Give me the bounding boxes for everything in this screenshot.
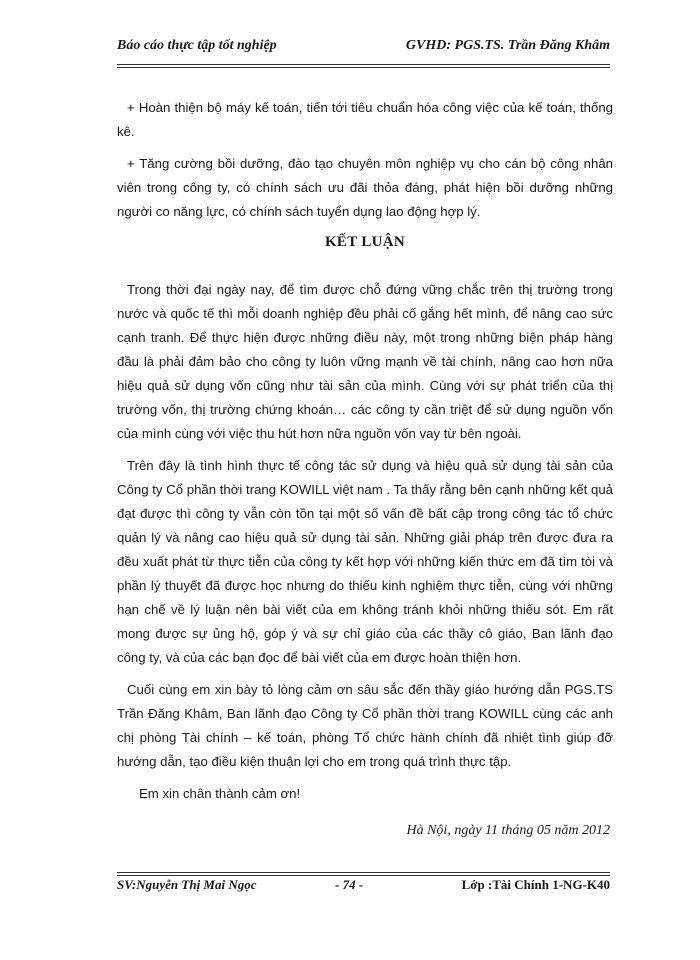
footer-rule [117, 875, 610, 876]
page-body [117, 96, 613, 806]
paragraph: Trên đây là tình hình thực tế công tác sử dụng và hiệu quả sử dụng tài sản của Công ty Cổ phần thời trang KOWILL việt nam . Ta thấy rằng bên cạnh những kết quả đạt được thì công ty vẫn còn tồn tại một số vấn đề bất cập trong công tác tổ chức quản lý và nâng cao hiệu quả sử dụng tài sản. Những giải pháp trên được đưa ra đều xuất phát từ thực tiễn của công ty kết hợp với những kiến thức em đã tìm tòi và phần lý thuyết đã được học nhưng do thiếu kinh nghiệm thực tiễn, cùng với những hạn chế về lý luận nên bài viết của em không tránh khỏi những thiếu sót. Em rất mong được sự ủng hộ, góp ý và sự chỉ giáo của các thầy cô giáo, Ban lãnh đạo công ty, và của các bạn đọc để bài viết của em được hoàn thiện hơn. [117, 458, 613, 665]
page-footer [117, 877, 610, 899]
bullet-item: + Hoàn thiện bộ máy kế toán, tiến tới tiêu chuẩn hóa công việc của kế toán, thống kê. [117, 100, 613, 139]
closing-line: Em xin chân thành cảm ơn! [139, 786, 301, 801]
header-rule-inner [117, 67, 610, 68]
page-header [117, 38, 610, 62]
section-heading: KẾT LUẬN [324, 234, 406, 250]
student-name: SV:Nguyễn Thị Mai Ngọc [117, 877, 257, 892]
page-number: - 74 - [335, 877, 364, 892]
report-title: Báo cáo thực tập tốt nghiệp [117, 38, 277, 53]
footer-rule-inner [117, 872, 610, 873]
paragraph: Trong thời đại ngày nay, để tìm được chỗ đứng vững chắc trên thị trường trong nước và quốc tế thì mỗi doanh nghiệp đều phải cố gắng hết mình, để nâng cao sức cạnh tranh. Để thực hiện được những điều này, một trong những biện pháp hàng đầu là phải đảm bảo cho công ty luôn vững mạnh về tài chính, nâng cao hơn nữa hiệu quả sử dụng vốn cũng như tài sản của mình. Cùng với sự phát triển của thị trường vốn, thị trường chứng khoán… các công ty cần triệt để sử dụng nguồn vốn của mình cùng với việc thu hút hơn nữa nguồn vốn vay từ bên ngoài. [117, 282, 613, 441]
header-rule [117, 64, 610, 65]
supervisor: GVHD: PGS.TS. Trần Đăng Khâm [405, 38, 610, 53]
date-signature: Hà Nội, ngày 11 tháng 05 năm 2012 [406, 823, 610, 838]
class-name: Lớp :Tài Chính 1-NG-K40 [461, 877, 610, 892]
bullet-item: + Tăng cường bồi dưỡng, đào tạo chuyên môn nghiệp vụ cho cán bộ công nhân viên trong công ty, có chính sách ưu đãi thỏa đáng, phát hiện bồi dưỡng những người co năng lực, có chính sách tuyển dụng lao động hợp lý. [117, 156, 613, 219]
paragraph: Cuối cùng em xin bày tỏ lòng cảm ơn sâu sắc đến thầy giáo hướng dẫn PGS.TS Trần Đăng Khâm, Ban lãnh đạo Công ty Cổ phần thời trang KOWILL cùng các anh chị phòng Tài chính – kế toán, phòng Tổ chức hành chính đã nhiệt tình giúp đỡ hướng dẫn, tạo điều kiện thuận lợi cho em trong quá trình thực tập. [117, 682, 613, 769]
